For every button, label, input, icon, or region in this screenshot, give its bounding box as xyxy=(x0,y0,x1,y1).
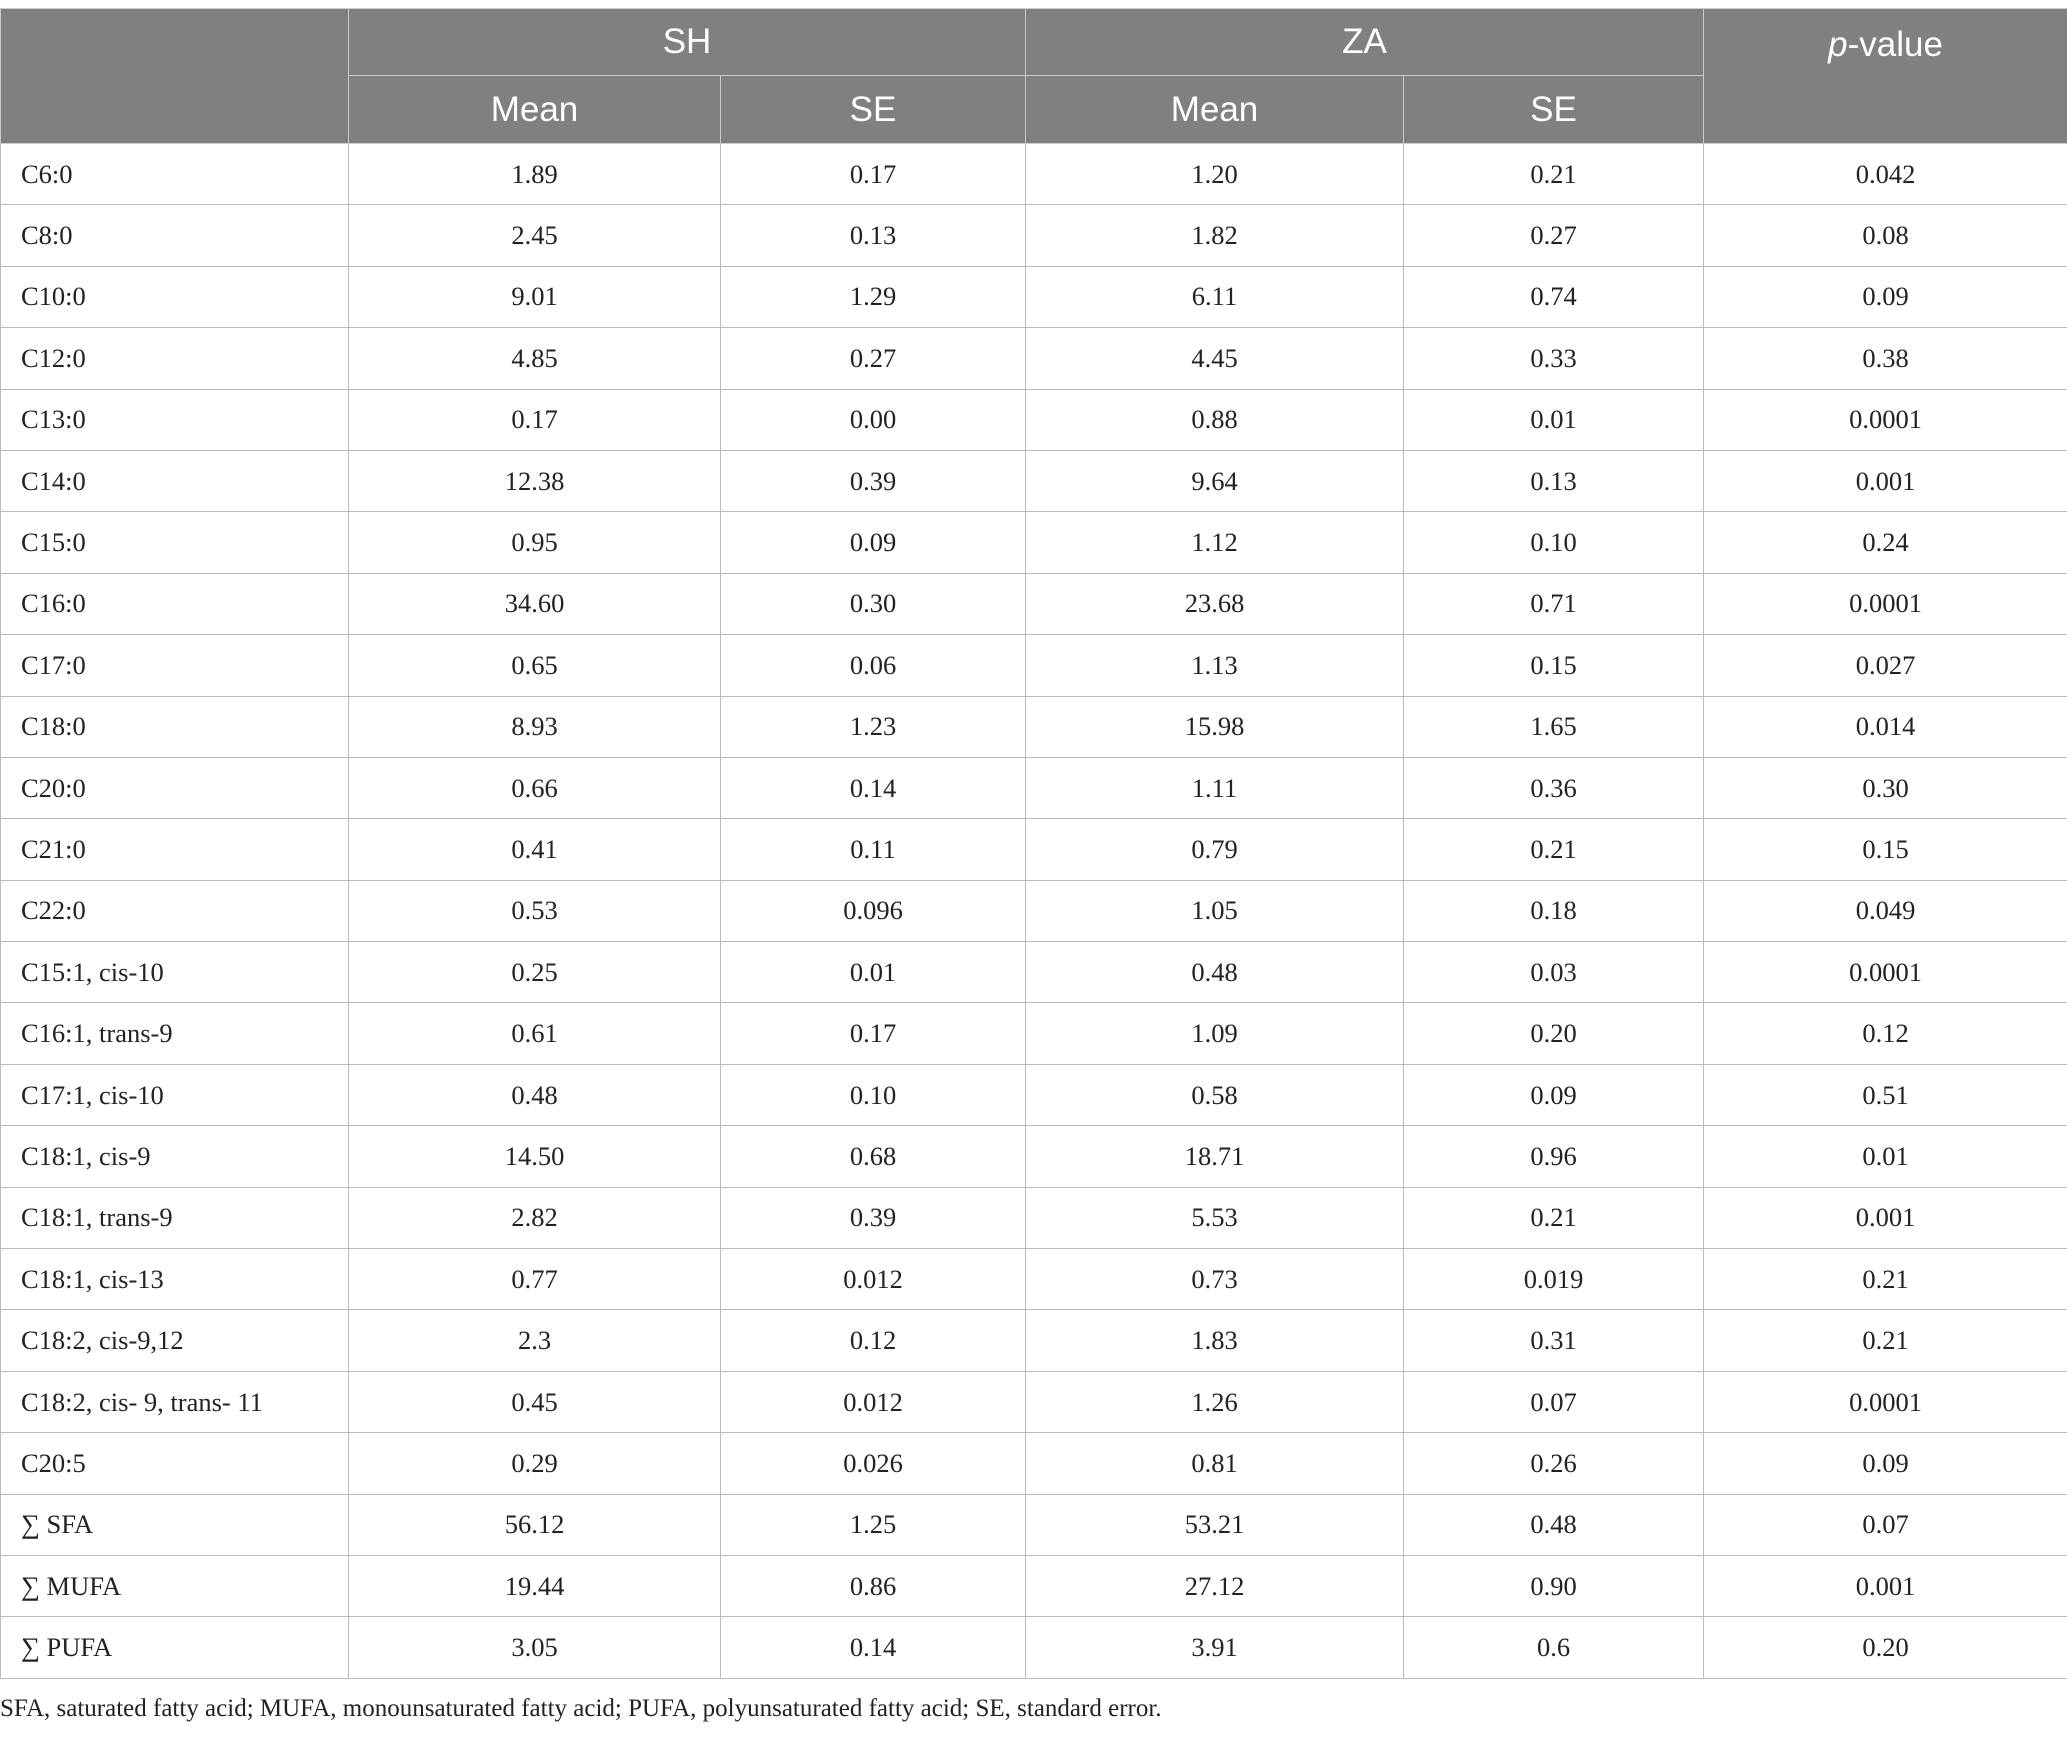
cell-sh-se: 0.30 xyxy=(721,573,1026,634)
cell-p-value: 0.09 xyxy=(1704,266,2067,327)
cell-fatty-acid: C17:0 xyxy=(1,635,349,696)
table-body xyxy=(1,144,2067,1679)
cell-p-value: 0.21 xyxy=(1704,1249,2067,1310)
cell-sh-mean: 14.50 xyxy=(349,1126,721,1187)
cell-fatty-acid: C18:1, cis-13 xyxy=(1,1249,349,1310)
cell-p-value: 0.01 xyxy=(1704,1126,2067,1187)
cell-za-mean: 1.09 xyxy=(1026,1003,1404,1064)
table-row xyxy=(1,880,2067,941)
cell-p-value: 0.027 xyxy=(1704,635,2067,696)
cell-za-se: 0.36 xyxy=(1404,757,1704,818)
cell-sh-se: 0.00 xyxy=(721,389,1026,450)
cell-sh-mean: 56.12 xyxy=(349,1494,721,1555)
cell-za-se: 0.03 xyxy=(1404,942,1704,1003)
cell-za-se: 0.13 xyxy=(1404,450,1704,511)
cell-za-mean: 18.71 xyxy=(1026,1126,1404,1187)
cell-za-mean: 3.91 xyxy=(1026,1617,1404,1678)
cell-za-se: 0.33 xyxy=(1404,328,1704,389)
cell-p-value: 0.21 xyxy=(1704,1310,2067,1371)
cell-sh-mean: 0.95 xyxy=(349,512,721,573)
table-row xyxy=(1,942,2067,1003)
cell-za-mean: 23.68 xyxy=(1026,573,1404,634)
header-za-se: SE xyxy=(1404,76,1704,144)
table-row xyxy=(1,757,2067,818)
table-row xyxy=(1,328,2067,389)
table-row xyxy=(1,1371,2067,1432)
header-empty-cell xyxy=(1,9,349,144)
cell-za-se: 0.21 xyxy=(1404,144,1704,205)
cell-za-mean: 0.79 xyxy=(1026,819,1404,880)
cell-za-mean: 1.20 xyxy=(1026,144,1404,205)
table-row xyxy=(1,696,2067,757)
cell-za-mean: 15.98 xyxy=(1026,696,1404,757)
cell-fatty-acid: C20:5 xyxy=(1,1433,349,1494)
cell-p-value: 0.049 xyxy=(1704,880,2067,941)
cell-za-se: 0.48 xyxy=(1404,1494,1704,1555)
cell-p-value: 0.24 xyxy=(1704,512,2067,573)
cell-fatty-acid: C17:1, cis-10 xyxy=(1,1064,349,1125)
cell-sh-mean: 9.01 xyxy=(349,266,721,327)
cell-fatty-acid: ∑ MUFA xyxy=(1,1555,349,1616)
cell-sh-se: 1.29 xyxy=(721,266,1026,327)
cell-fatty-acid: C14:0 xyxy=(1,450,349,511)
cell-p-value: 0.38 xyxy=(1704,328,2067,389)
table-row xyxy=(1,1187,2067,1248)
cell-p-value: 0.30 xyxy=(1704,757,2067,818)
cell-za-mean: 1.26 xyxy=(1026,1371,1404,1432)
header-sh-mean: Mean xyxy=(349,76,721,144)
header-group-za: ZA xyxy=(1026,9,1704,76)
table-row xyxy=(1,1003,2067,1064)
cell-p-value: 0.0001 xyxy=(1704,389,2067,450)
cell-p-value: 0.15 xyxy=(1704,819,2067,880)
cell-sh-se: 0.14 xyxy=(721,757,1026,818)
cell-sh-se: 0.06 xyxy=(721,635,1026,696)
table-row xyxy=(1,819,2067,880)
header-p-italic: p xyxy=(1828,25,1848,64)
cell-p-value: 0.12 xyxy=(1704,1003,2067,1064)
cell-fatty-acid: C15:1, cis-10 xyxy=(1,942,349,1003)
cell-za-se: 0.07 xyxy=(1404,1371,1704,1432)
cell-za-mean: 1.11 xyxy=(1026,757,1404,818)
cell-p-value: 0.0001 xyxy=(1704,1371,2067,1432)
cell-sh-se: 0.13 xyxy=(721,205,1026,266)
cell-sh-se: 0.17 xyxy=(721,144,1026,205)
cell-sh-mean: 8.93 xyxy=(349,696,721,757)
cell-fatty-acid: C22:0 xyxy=(1,880,349,941)
fatty-acid-table-container xyxy=(0,8,2067,1679)
cell-za-mean: 1.05 xyxy=(1026,880,1404,941)
cell-za-se: 0.6 xyxy=(1404,1617,1704,1678)
table-header xyxy=(1,9,2067,144)
cell-za-mean: 0.58 xyxy=(1026,1064,1404,1125)
cell-sh-mean: 0.29 xyxy=(349,1433,721,1494)
cell-za-mean: 4.45 xyxy=(1026,328,1404,389)
cell-fatty-acid: C21:0 xyxy=(1,819,349,880)
cell-za-se: 0.21 xyxy=(1404,1187,1704,1248)
cell-fatty-acid: C12:0 xyxy=(1,328,349,389)
cell-za-mean: 27.12 xyxy=(1026,1555,1404,1616)
table-row xyxy=(1,266,2067,327)
cell-sh-mean: 2.3 xyxy=(349,1310,721,1371)
cell-p-value: 0.042 xyxy=(1704,144,2067,205)
cell-sh-mean: 12.38 xyxy=(349,450,721,511)
cell-fatty-acid: C18:1, cis-9 xyxy=(1,1126,349,1187)
cell-za-se: 0.96 xyxy=(1404,1126,1704,1187)
cell-sh-se: 0.14 xyxy=(721,1617,1026,1678)
cell-fatty-acid: C18:2, cis-9,12 xyxy=(1,1310,349,1371)
cell-p-value: 0.09 xyxy=(1704,1433,2067,1494)
cell-p-value: 0.001 xyxy=(1704,1555,2067,1616)
cell-za-mean: 9.64 xyxy=(1026,450,1404,511)
cell-fatty-acid: C8:0 xyxy=(1,205,349,266)
cell-za-mean: 0.88 xyxy=(1026,389,1404,450)
cell-p-value: 0.014 xyxy=(1704,696,2067,757)
cell-fatty-acid: C16:1, trans-9 xyxy=(1,1003,349,1064)
cell-sh-mean: 2.45 xyxy=(349,205,721,266)
cell-za-se: 0.21 xyxy=(1404,819,1704,880)
table-row xyxy=(1,635,2067,696)
cell-fatty-acid: C18:2, cis- 9, trans- 11 xyxy=(1,1371,349,1432)
cell-sh-mean: 4.85 xyxy=(349,328,721,389)
header-group-sh: SH xyxy=(349,9,1026,76)
cell-p-value: 0.001 xyxy=(1704,450,2067,511)
cell-za-mean: 53.21 xyxy=(1026,1494,1404,1555)
cell-fatty-acid: C18:0 xyxy=(1,696,349,757)
table-row xyxy=(1,144,2067,205)
cell-p-value: 0.08 xyxy=(1704,205,2067,266)
cell-sh-se: 0.86 xyxy=(721,1555,1026,1616)
cell-p-value: 0.20 xyxy=(1704,1617,2067,1678)
cell-fatty-acid: C15:0 xyxy=(1,512,349,573)
cell-sh-se: 0.09 xyxy=(721,512,1026,573)
fatty-acid-table xyxy=(0,8,2067,1679)
cell-sh-mean: 0.17 xyxy=(349,389,721,450)
cell-za-se: 0.019 xyxy=(1404,1249,1704,1310)
table-footnote: SFA, saturated fatty acid; MUFA, monounsaturated fatty acid; PUFA, polyunsaturated fatty acid; SE, standard error. xyxy=(0,1695,1162,1722)
cell-sh-mean: 0.77 xyxy=(349,1249,721,1310)
cell-sh-mean: 0.25 xyxy=(349,942,721,1003)
header-p-value xyxy=(1704,9,2067,144)
header-row-groups xyxy=(1,9,2067,76)
table-row xyxy=(1,1310,2067,1371)
header-sh-se: SE xyxy=(721,76,1026,144)
cell-p-value: 0.51 xyxy=(1704,1064,2067,1125)
cell-za-se: 0.20 xyxy=(1404,1003,1704,1064)
cell-za-mean: 1.12 xyxy=(1026,512,1404,573)
cell-za-se: 0.26 xyxy=(1404,1433,1704,1494)
cell-sh-se: 0.012 xyxy=(721,1371,1026,1432)
table-row xyxy=(1,512,2067,573)
cell-sh-mean: 0.53 xyxy=(349,880,721,941)
cell-sh-se: 1.25 xyxy=(721,1494,1026,1555)
table-row xyxy=(1,1494,2067,1555)
cell-fatty-acid: C16:0 xyxy=(1,573,349,634)
cell-za-se: 0.71 xyxy=(1404,573,1704,634)
cell-za-mean: 1.82 xyxy=(1026,205,1404,266)
cell-sh-se: 0.39 xyxy=(721,450,1026,511)
cell-za-se: 0.18 xyxy=(1404,880,1704,941)
cell-sh-se: 0.10 xyxy=(721,1064,1026,1125)
cell-za-se: 0.27 xyxy=(1404,205,1704,266)
cell-fatty-acid: C6:0 xyxy=(1,144,349,205)
cell-sh-se: 1.23 xyxy=(721,696,1026,757)
cell-za-se: 0.74 xyxy=(1404,266,1704,327)
cell-sh-se: 0.68 xyxy=(721,1126,1026,1187)
cell-za-se: 0.31 xyxy=(1404,1310,1704,1371)
cell-sh-se: 0.12 xyxy=(721,1310,1026,1371)
cell-sh-se: 0.27 xyxy=(721,328,1026,389)
cell-sh-mean: 0.48 xyxy=(349,1064,721,1125)
cell-za-se: 0.10 xyxy=(1404,512,1704,573)
cell-sh-mean: 0.65 xyxy=(349,635,721,696)
cell-za-se: 0.90 xyxy=(1404,1555,1704,1616)
table-row xyxy=(1,450,2067,511)
cell-za-mean: 1.83 xyxy=(1026,1310,1404,1371)
cell-sh-mean: 2.82 xyxy=(349,1187,721,1248)
header-p-rest: -value xyxy=(1847,25,1943,64)
cell-fatty-acid: C20:0 xyxy=(1,757,349,818)
cell-fatty-acid: ∑ PUFA xyxy=(1,1617,349,1678)
cell-za-mean: 0.48 xyxy=(1026,942,1404,1003)
cell-za-se: 0.09 xyxy=(1404,1064,1704,1125)
cell-p-value: 0.0001 xyxy=(1704,573,2067,634)
cell-sh-mean: 19.44 xyxy=(349,1555,721,1616)
cell-sh-se: 0.096 xyxy=(721,880,1026,941)
cell-za-mean: 5.53 xyxy=(1026,1187,1404,1248)
table-row xyxy=(1,1433,2067,1494)
cell-sh-se: 0.11 xyxy=(721,819,1026,880)
cell-fatty-acid: ∑ SFA xyxy=(1,1494,349,1555)
table-row xyxy=(1,1126,2067,1187)
cell-za-mean: 6.11 xyxy=(1026,266,1404,327)
cell-p-value: 0.07 xyxy=(1704,1494,2067,1555)
cell-sh-mean: 0.45 xyxy=(349,1371,721,1432)
cell-fatty-acid: C18:1, trans-9 xyxy=(1,1187,349,1248)
cell-sh-se: 0.39 xyxy=(721,1187,1026,1248)
cell-sh-mean: 1.89 xyxy=(349,144,721,205)
cell-za-se: 0.15 xyxy=(1404,635,1704,696)
cell-za-mean: 0.73 xyxy=(1026,1249,1404,1310)
table-row xyxy=(1,389,2067,450)
cell-sh-se: 0.01 xyxy=(721,942,1026,1003)
cell-p-value: 0.0001 xyxy=(1704,942,2067,1003)
cell-za-mean: 0.81 xyxy=(1026,1433,1404,1494)
cell-za-se: 1.65 xyxy=(1404,696,1704,757)
cell-sh-mean: 3.05 xyxy=(349,1617,721,1678)
cell-fatty-acid: C13:0 xyxy=(1,389,349,450)
cell-sh-mean: 0.66 xyxy=(349,757,721,818)
cell-p-value: 0.001 xyxy=(1704,1187,2067,1248)
cell-sh-se: 0.012 xyxy=(721,1249,1026,1310)
cell-sh-se: 0.17 xyxy=(721,1003,1026,1064)
table-row xyxy=(1,205,2067,266)
table-row xyxy=(1,573,2067,634)
cell-za-mean: 1.13 xyxy=(1026,635,1404,696)
cell-sh-mean: 0.41 xyxy=(349,819,721,880)
cell-sh-mean: 34.60 xyxy=(349,573,721,634)
cell-sh-mean: 0.61 xyxy=(349,1003,721,1064)
table-row xyxy=(1,1249,2067,1310)
table-row xyxy=(1,1617,2067,1678)
cell-fatty-acid: C10:0 xyxy=(1,266,349,327)
table-row xyxy=(1,1064,2067,1125)
cell-za-se: 0.01 xyxy=(1404,389,1704,450)
header-za-mean: Mean xyxy=(1026,76,1404,144)
table-row xyxy=(1,1555,2067,1616)
cell-sh-se: 0.026 xyxy=(721,1433,1026,1494)
